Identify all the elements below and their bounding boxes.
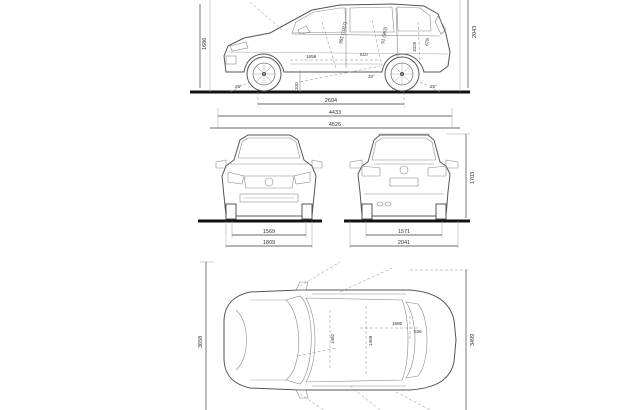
rear-height-label: 1703 [470,171,476,184]
length-total-label: 4526 [328,122,342,128]
headroom-rear-label: 91 (963) [380,26,388,45]
width-front-label: 1809 [262,240,276,246]
cabin-width-2-label: 1459 [368,335,373,346]
approach-angle-label: 26° [235,84,242,89]
track-front-label: 1569 [262,229,276,235]
top-view [198,262,476,410]
overall-height-right-label: 2043 [472,25,478,38]
cargo-dim-label: 678 [424,37,431,47]
top-length-left-label: 3658 [198,335,204,348]
wheelbase-label: 2604 [324,98,338,104]
width-mirrors-label: 2041 [397,240,411,246]
departure-angle-label: 25° [430,84,437,89]
track-rear-label: 1571 [397,229,411,235]
cargo-length-label: 1680 [392,321,403,326]
overall-height-label: 1686 [202,37,208,50]
rear-view [344,134,476,248]
ramp-angle-label: 20° [368,74,375,79]
ground-clearance-label: 200 [294,82,299,90]
interior-length-label: 1658 [306,54,317,59]
side-view [190,0,478,128]
cabin-width-label: 1482 [330,333,335,344]
seat-dim-label: 610 [360,52,368,57]
small-dim-label: 936 [414,329,422,334]
front-view [198,135,322,248]
headroom-front-label: 992 (1007) [338,21,348,45]
cargo-height-label: 1025 [412,41,417,52]
length-small-label: 4433 [328,110,342,116]
top-length-right-label: 3499 [470,333,476,346]
top-car-body [224,290,456,390]
